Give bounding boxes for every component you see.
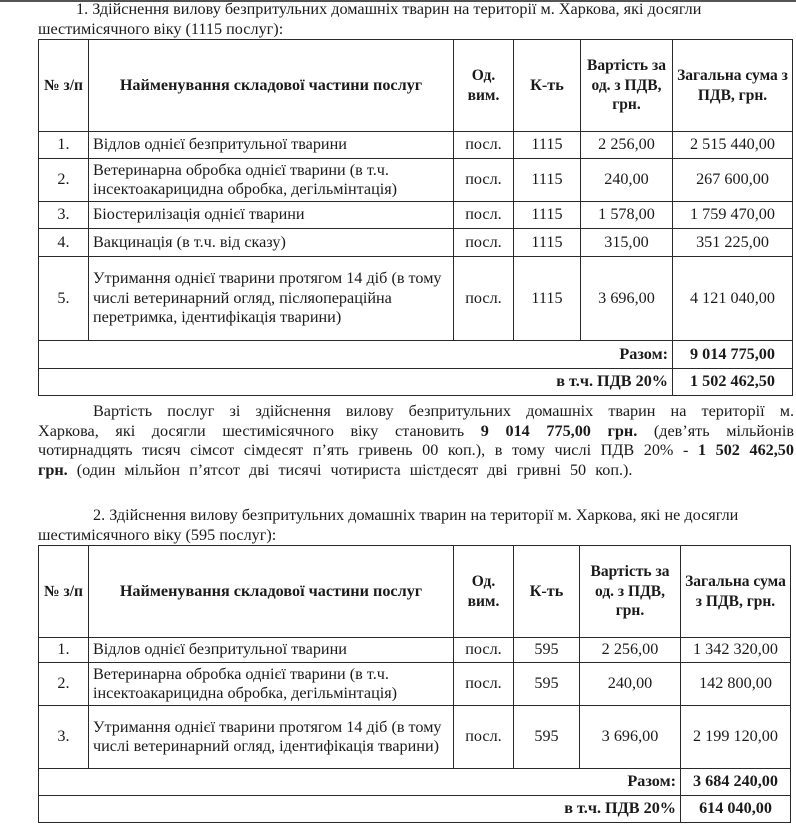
table-row: [39, 706, 791, 769]
row-price: 1 578,00: [581, 202, 673, 229]
row-qty: 595: [514, 706, 580, 769]
header-num: № з/п: [39, 546, 89, 638]
section1-summary: [38, 402, 794, 480]
header-qty: К-ть: [514, 546, 580, 638]
header-price: Вартість за од. з ПДВ, грн.: [581, 40, 673, 132]
row-total: 2 199 120,00: [681, 706, 791, 769]
sum-label: Разом:: [39, 769, 681, 796]
row-price: 315,00: [581, 229, 673, 257]
row-qty: 595: [514, 663, 580, 706]
row-total: 2 515 440,00: [673, 132, 793, 159]
row-qty: 1115: [514, 229, 581, 257]
row-total: 4 121 040,00: [673, 257, 793, 341]
row-num: 5.: [39, 257, 89, 341]
row-total: 142 800,00: [681, 663, 791, 706]
header-qty: К-ть: [514, 40, 581, 132]
table-header-row: [39, 40, 793, 132]
row-unit: посл.: [454, 229, 514, 257]
section2-table: [38, 545, 791, 823]
row-price: 2 256,00: [580, 638, 681, 663]
table-row: [39, 159, 793, 202]
row-qty: 1115: [514, 202, 581, 229]
row-price: 3 696,00: [580, 706, 681, 769]
row-name: Ветеринарна обробка однієї тварини (в т.ч. інсектоакарицидна обробка, дегільмінтація): [89, 663, 454, 706]
table-row: [39, 257, 793, 341]
header-price: Вартість за од. з ПДВ, грн.: [580, 546, 681, 638]
row-unit: посл.: [454, 663, 514, 706]
table-row: [39, 202, 793, 229]
section2-heading: [38, 506, 794, 545]
summary-text-1: Вартість послуг зі здійснення вилову безпритульних домашніх тварин на території м. Харкова, які досягли шестимісячного віку становить: [38, 402, 794, 440]
vat-row: [39, 369, 793, 396]
section1-heading-line1: 1. Здійснення вилову безпритульних домашніх тварин на території м. Харкова, які досягли: [76, 0, 702, 18]
row-price: 240,00: [581, 159, 673, 202]
row-total: 1 759 470,00: [673, 202, 793, 229]
section2-heading-line2: шестимісячного віку (595 послуг):: [38, 525, 277, 544]
vat-value: 1 502 462,50: [673, 369, 793, 396]
row-name: Відлов однієї безпритульної тварини: [89, 638, 454, 663]
summary-vat: 1 502 462,50 грн.: [38, 441, 794, 479]
table-row: [39, 638, 791, 663]
table-row: [39, 229, 793, 257]
header-num: № з/п: [39, 40, 89, 132]
table-header-row: [39, 546, 791, 638]
section1-table: [38, 39, 793, 396]
row-num: 4.: [39, 229, 89, 257]
row-qty: 595: [514, 638, 580, 663]
header-total: Загальна сума з ПДВ, грн.: [673, 40, 793, 132]
row-unit: посл.: [454, 257, 514, 341]
summary-text-2: (дев’ять мільйонів чотирнадцять тисяч сімсот сімдесят п’ять гривень 00 коп.), в тому числі ПДВ 20% -: [38, 421, 794, 459]
row-qty: 1115: [514, 132, 581, 159]
table-row: [39, 132, 793, 159]
row-num: 3.: [39, 202, 89, 229]
row-name: Утримання однієї тварини протягом 14 діб (в тому числі ветеринарний огляд, ідентифікація тварини): [89, 706, 454, 769]
row-price: 240,00: [580, 663, 681, 706]
sum-value: 9 014 775,00: [673, 341, 793, 369]
row-unit: посл.: [454, 706, 514, 769]
row-unit: посл.: [454, 638, 514, 663]
row-price: 2 256,00: [581, 132, 673, 159]
row-unit: посл.: [454, 159, 514, 202]
row-num: 2.: [39, 663, 89, 706]
summary-amount: 9 014 775,00 грн.: [480, 421, 638, 440]
section1-heading: [38, 0, 794, 39]
vat-row: [39, 796, 791, 823]
row-name: Вакцинація (в т.ч. від сказу): [89, 229, 454, 257]
row-unit: посл.: [454, 132, 514, 159]
row-num: 1.: [39, 132, 89, 159]
row-num: 2.: [39, 159, 89, 202]
row-price: 3 696,00: [581, 257, 673, 341]
sum-row: [39, 769, 791, 796]
section1-heading-line2: шестимісячного віку (1115 послуг):: [38, 19, 284, 38]
row-qty: 1115: [514, 159, 581, 202]
header-unit: Од. вим.: [454, 40, 514, 132]
header-total: Загальна сума з ПДВ, грн.: [681, 546, 791, 638]
row-num: 3.: [39, 706, 89, 769]
sum-row: [39, 341, 793, 369]
table-row: [39, 663, 791, 706]
sum-label: Разом:: [39, 341, 673, 369]
row-qty: 1115: [514, 257, 581, 341]
header-unit: Од. вим.: [454, 546, 514, 638]
section2-heading-line1: 2. Здійснення вилову безпритульних домашніх тварин на території м. Харкова, які не досягли: [93, 506, 739, 524]
summary-text-3: (один мільйон п’ятсот дві тисячі чотириста шістдесят дві гривні 50 коп.).: [67, 460, 633, 479]
row-name: Ветеринарна обробка однієї тварини (в т.ч. інсектоакарицидна обробка, дегільмінтація): [89, 159, 454, 202]
row-total: 1 342 320,00: [681, 638, 791, 663]
row-unit: посл.: [454, 202, 514, 229]
header-name: Найменування складової частини послуг: [89, 40, 454, 132]
row-total: 351 225,00: [673, 229, 793, 257]
row-num: 1.: [39, 638, 89, 663]
vat-label: в т.ч. ПДВ 20%: [39, 796, 681, 823]
row-name: Біостерилізація однієї тварини: [89, 202, 454, 229]
row-name: Відлов однієї безпритульної тварини: [89, 132, 454, 159]
vat-value: 614 040,00: [681, 796, 791, 823]
row-name: Утримання однієї тварини протягом 14 діб (в тому числі ветеринарний огляд, післяопераційна перетримка, ідентифікація тварини): [89, 257, 454, 341]
header-name: Найменування складової частини послуг: [89, 546, 454, 638]
row-total: 267 600,00: [673, 159, 793, 202]
sum-value: 3 684 240,00: [681, 769, 791, 796]
vat-label: в т.ч. ПДВ 20%: [39, 369, 673, 396]
